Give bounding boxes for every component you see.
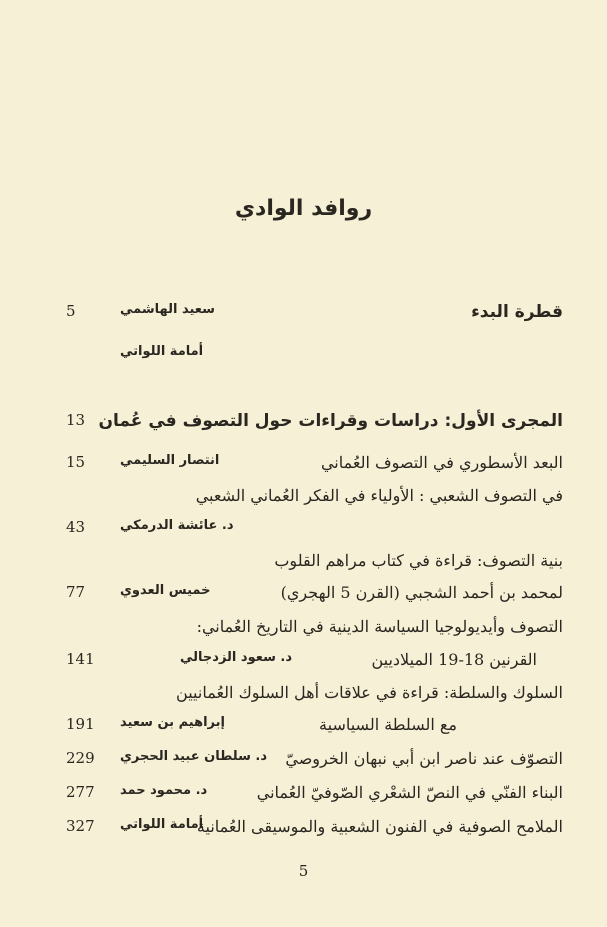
toc-entry <box>0 817 607 847</box>
toc-page-number: 13 <box>66 411 86 429</box>
toc-entry <box>0 650 607 680</box>
toc-entry <box>0 486 607 516</box>
toc-title: بنية التصوف: قراءة في كتاب مراهم القلوب <box>274 551 563 570</box>
toc-author: انتصار السليمي <box>120 453 220 468</box>
toc-entry <box>0 551 607 581</box>
toc-title: في التصوف الشعبي : الأولياء في الفكر العُماني الشعبي <box>195 486 563 505</box>
toc-page-number: 191 <box>66 715 95 733</box>
toc-title: التصوّف عند ناصر ابن أبي نبهان الخروصيّ <box>285 749 563 768</box>
toc-author: د. سلطان عبيد الحجري <box>120 749 267 764</box>
toc-author: أمامة اللواتي <box>120 817 204 832</box>
toc-title: مع السلطة السياسية <box>319 715 457 734</box>
toc-page-number: 327 <box>66 817 95 835</box>
toc-title: التصوف وأيديولوجيا السياسة الدينية في التاريخ العُماني: <box>196 617 563 636</box>
toc-page-number: 141 <box>66 650 95 668</box>
toc-title: الملامح الصوفية في الفنون الشعبية والموسيقى العُمانية <box>196 817 563 836</box>
toc-section-heading <box>0 411 607 441</box>
toc-page-number: 5 <box>66 302 76 320</box>
toc-title: قطرة البدء <box>471 302 563 322</box>
toc-page-number: 229 <box>66 749 95 767</box>
toc-title: القرنين 18-19 الميلاديين <box>371 650 537 669</box>
toc-author: سعيد الهاشمي <box>120 302 215 317</box>
toc-author: خميس العدوي <box>120 583 211 598</box>
page-title: روافد الوادي <box>234 196 373 221</box>
toc-page-number: 43 <box>66 518 86 536</box>
toc-author: د. محمود حمد <box>120 783 208 798</box>
toc-entry <box>0 749 607 779</box>
toc-author: د. عائشة الدرمكي <box>120 518 234 533</box>
toc-entry <box>0 518 607 548</box>
footer-page-number: 5 <box>298 862 309 880</box>
toc-title: البناء الفنّي في النصّ الشعْري الصّوفيّ العُماني <box>256 783 563 802</box>
toc-page-number: 77 <box>66 583 86 601</box>
toc-author: د. سعود الزدجالي <box>180 650 292 665</box>
toc-entry <box>0 583 607 613</box>
toc-entry <box>0 302 607 332</box>
toc-title: لمحمد بن أحمد الشجبي (القرن 5 الهجري) <box>280 583 563 602</box>
toc-page-number: 15 <box>66 453 86 471</box>
toc-author: إبراهيم بن سعيد <box>120 715 225 730</box>
toc-title: السلوك والسلطة: قراءة في علاقات أهل السلوك العُمانيين <box>176 683 563 702</box>
toc-title: البعد الأسطوري في التصوف العُماني <box>320 453 563 472</box>
toc-entry <box>0 617 607 647</box>
toc-entry <box>0 344 607 374</box>
toc-page-number: 277 <box>66 783 95 801</box>
toc-title: المجرى الأول: دراسات وقراءات حول التصوف في عُمان <box>98 411 563 431</box>
toc-entry <box>0 683 607 713</box>
toc-entry <box>0 783 607 813</box>
toc-entry <box>0 715 607 745</box>
toc-entry <box>0 453 607 483</box>
toc-author: أمامة اللواتي <box>120 344 204 359</box>
